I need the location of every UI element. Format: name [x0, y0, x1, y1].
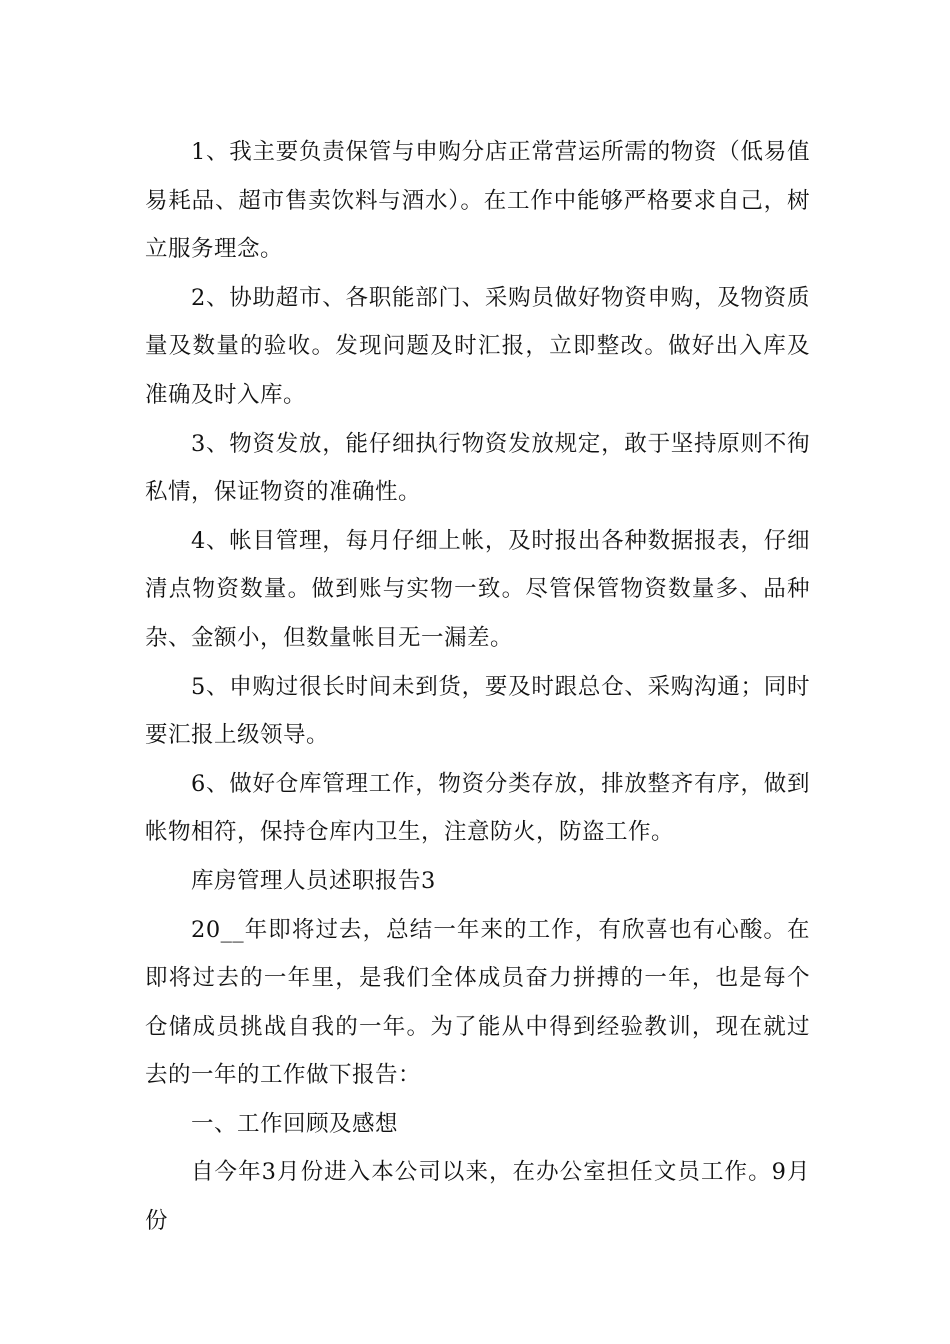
section-paragraph: 自今年3月份进入本公司以来，在办公室担任文员工作。9月份: [145, 1159, 810, 1235]
paragraph-item-5: 5、申购过很长时间未到货，要及时跟总仓、采购沟通；同时要汇报上级领导。: [145, 673, 810, 749]
paragraph-item-1: 1、我主要负责保管与申购分店正常营运所需的物资（低易值易耗品、超市售卖饮料与酒水）。在工作中能够严格要求自己，树立服务理念。: [145, 139, 810, 263]
section-heading: 一、工作回顾及感想: [191, 1110, 399, 1137]
paragraph-item-4: 4、帐目管理，每月仔细上帐，及时报出各种数据报表，仔细清点物资数量。做到账与实物一致。尽管保管物资数量多、品种杂、金额小，但数量帐目无一漏差。: [145, 527, 810, 651]
paragraph-item-2: 2、协助超市、各职能部门、采购员做好物资申购，及物资质量及数量的验收。发现问题及时汇报，立即整改。做好出入库及准确及时入库。: [145, 284, 810, 408]
paragraph-item-3: 3、物资发放，能仔细执行物资发放规定，敢于坚持原则不徇私情，保证物资的准确性。: [145, 430, 810, 506]
intro-paragraph: 20__年即将过去，总结一年来的工作，有欣喜也有心酸。在即将过去的一年里，是我们全体成员奋力拼搏的一年，也是每个仓储成员挑战自我的一年。为了能从中得到经验教训，现在就过去的一年的工作做下报告：: [145, 916, 810, 1089]
document-body: [145, 128, 810, 1246]
report-title: 库房管理人员述职报告3: [191, 867, 436, 894]
paragraph-item-6: 6、做好仓库管理工作，物资分类存放，排放整齐有序，做到帐物相符，保持仓库内卫生，注意防火，防盗工作。: [145, 770, 810, 846]
